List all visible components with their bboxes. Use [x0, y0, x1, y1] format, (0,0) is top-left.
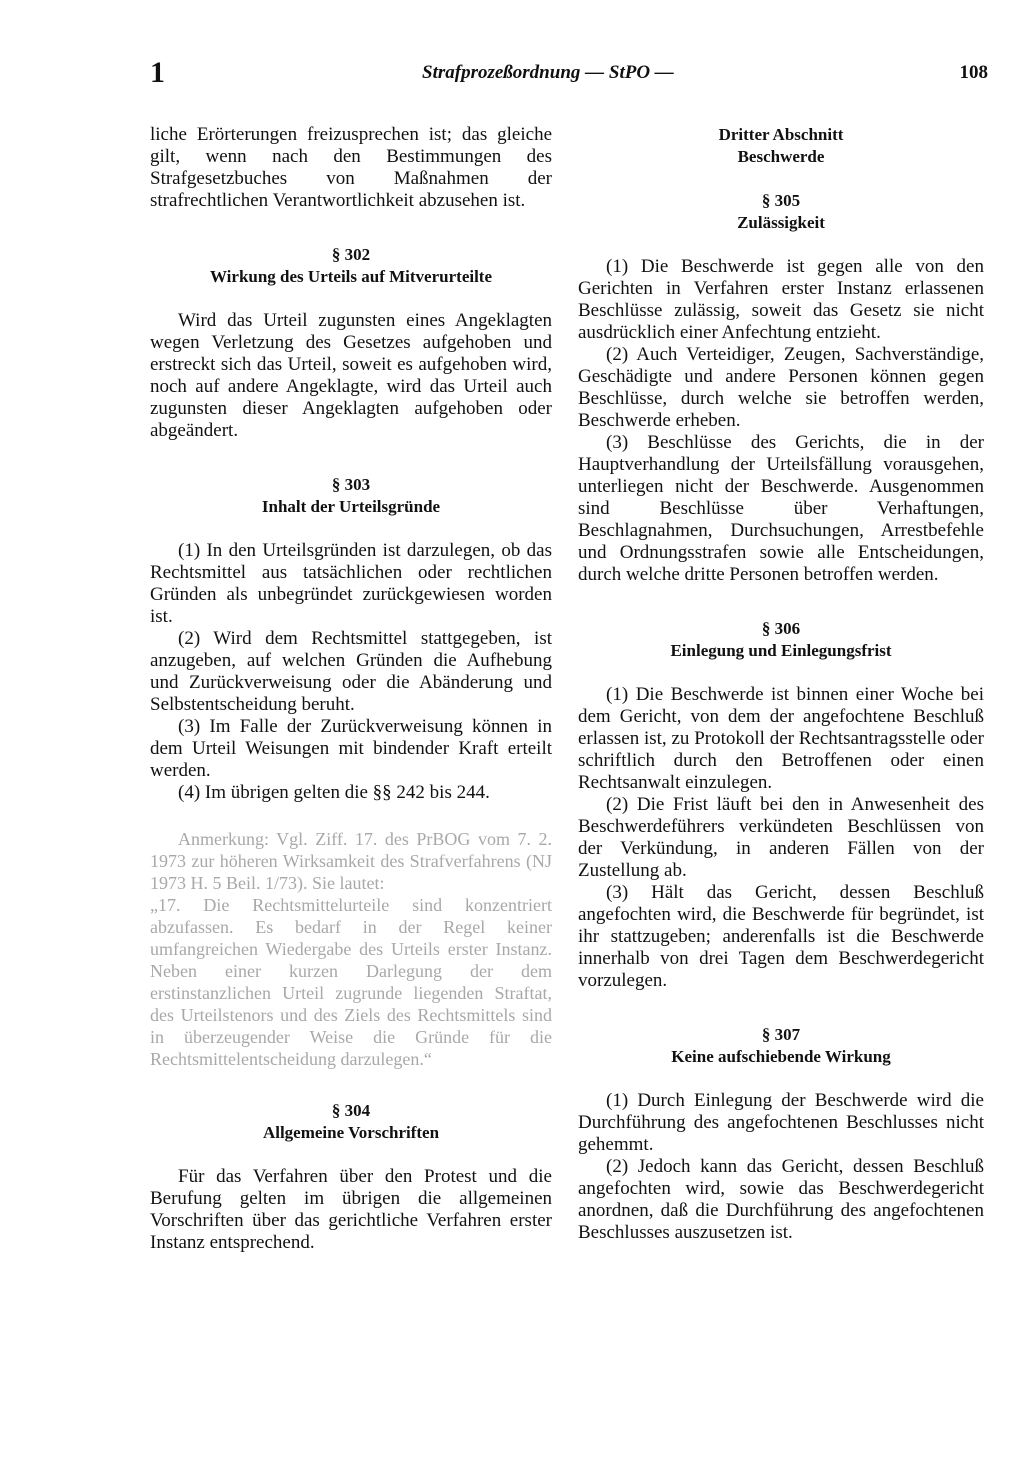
- section-305-paragraph-2: (2) Auch Verteidiger, Zeugen, Sachverständige, Geschädigte und andere Personen können gegen Beschlüsse, durch welche sie betroffen werden, Beschwerde erheben.: [578, 344, 984, 431]
- left-column: [150, 124, 552, 1254]
- section-307-paragraph-1: (1) Durch Einlegung der Beschwerde wird die Durchführung des angefochtenen Beschlusses nicht gehemmt.: [578, 1090, 984, 1155]
- section-306-title: Einlegung und Einlegungsfrist: [670, 641, 892, 660]
- page-header: [150, 56, 988, 90]
- section-302-number: § 302: [331, 245, 371, 264]
- section-302-paragraph: Wird das Urteil zugunsten eines Angeklagten wegen Verletzung des Gesetzes aufgehoben und erstreckt sich das Urteil, soweit es aufgehoben wird, noch auf andere Angeklagte, wird das Urteil auch zugunsten dieser Angeklagten aufgehoben oder abgeändert.: [150, 310, 552, 441]
- section-305-paragraph-1: (1) Die Beschwerde ist gegen alle von den Gerichten in Verfahren erster Instanz erlassenen Beschlüsse zulässig, soweit das Gesetz sie nicht ausdrücklich einer Anfechtung entzieht.: [578, 256, 984, 343]
- part-title: Beschwerde: [737, 147, 825, 166]
- section-304-paragraph: Für das Verfahren über den Protest und die Berufung gelten im übrigen die allgemeinen Vorschriften über das gerichtliche Verfahren erster Instanz entsprechend.: [150, 1166, 552, 1253]
- chapter-number: 1: [150, 56, 165, 89]
- section-307-number: § 307: [761, 1025, 801, 1044]
- annotation-block: [150, 828, 552, 1070]
- right-column: [578, 124, 984, 1244]
- section-303-title: Inhalt der Urteilsgründe: [261, 497, 441, 516]
- intro-paragraph: liche Erörterungen freizusprechen ist; das gleiche gilt, wenn nach den Bestimmungen des Strafgesetzbuches von Maßnahmen der strafrechtlichen Verantwortlichkeit abzusehen ist.: [150, 124, 552, 211]
- annotation-paragraph-1: Anmerkung: Vgl. Ziff. 17. des PrBOG vom 7. 2. 1973 zur höheren Wirksamkeit des Strafverfahrens (NJ 1973 H. 5 Beil. 1/73). Sie lautet:: [150, 829, 552, 893]
- section-303-number: § 303: [331, 475, 371, 494]
- section-303-paragraph-4: (4) Im übrigen gelten die §§ 242 bis 244.: [178, 782, 490, 803]
- section-302-title: Wirkung des Urteils auf Mitverurteilte: [209, 267, 493, 286]
- section-307-paragraph-2: (2) Jedoch kann das Gericht, dessen Beschluß angefochten wird, sowie das Beschwerdegericht anordnen, daß die Durchführung des angefochtenen Beschlusses auszusetzen ist.: [578, 1156, 984, 1243]
- section-305-paragraph-3: (3) Beschlüsse des Gerichts, die in der Hauptverhandlung der Urteilsfällung vorausgehen, unterliegen nicht der Beschwerde. Ausgenommen sind Beschlüsse über Verhaftungen, Beschlagnahmen, Durchsuchungen, Arrestbefehle und Ordnungsstrafen sowie alle Entscheidungen, durch welche dritte Personen betroffen werden.: [578, 432, 984, 585]
- annotation-quote: „17. Die Rechtsmittelurteile sind konzentriert abzufassen. Es bedarf in der Regel keiner umfangreichen Wiedergabe des Urteils erster Instanz. Neben einer kurzen Darlegung der dem erstinstanzlichen Urteil zugrunde liegenden Straftat, des Urteilstenors und des Ziels des Rechtsmittels sind in überzeugender Weise die Gründe für die Rechtsmittelentscheidung darzulegen.“: [150, 895, 552, 1069]
- section-306-paragraph-2: (2) Die Frist läuft bei den in Anwesenheit des Beschwerdeführers verkündeten Beschlüssen von der Verkündung, in anderen Fällen von der Zustellung ab.: [578, 794, 984, 881]
- section-303-paragraph-1: (1) In den Urteilsgründen ist darzulegen, ob das Rechtsmittel aus tatsächlichen oder rechtlichen Gründen als unbegründet zurückgewiesen worden ist.: [150, 540, 552, 627]
- section-304-title: Allgemeine Vorschriften: [262, 1123, 440, 1142]
- section-305-title: Zulässigkeit: [737, 213, 825, 232]
- section-303-paragraph-2: (2) Wird dem Rechtsmittel stattgegeben, ist anzugeben, auf welchen Gründen die Aufhebung und Zurückverweisung oder die Abänderung und Selbstentscheidung beruht.: [150, 628, 552, 715]
- section-307-title: Keine aufschiebende Wirkung: [671, 1047, 891, 1066]
- section-303-paragraph-3: (3) Im Falle der Zurückverweisung können in dem Urteil Weisungen mit bindender Kraft erteilt werden.: [150, 716, 552, 781]
- part-heading: Dritter Abschnitt: [718, 125, 844, 144]
- section-306-number: § 306: [761, 619, 801, 638]
- section-306-paragraph-1: (1) Die Beschwerde ist binnen einer Woche bei dem Gericht, von dem der angefochtene Beschluß erlassen ist, zu Protokoll der Rechtsantragsstelle oder schriftlich durch den Betroffenen oder einen Rechtsanwalt einzulegen.: [578, 684, 984, 793]
- page-number: 108: [959, 62, 988, 83]
- running-title: Strafprozeßordnung — StPO —: [422, 62, 674, 83]
- section-305-number: § 305: [761, 191, 801, 210]
- section-306-paragraph-3: (3) Hält das Gericht, dessen Beschluß angefochten wird, die Beschwerde für begründet, ist ihr stattzugeben; anderenfalls ist die Beschwerde innerhalb von drei Tagen dem Beschwerdegericht vorzulegen.: [578, 882, 984, 991]
- section-304-number: § 304: [331, 1101, 371, 1120]
